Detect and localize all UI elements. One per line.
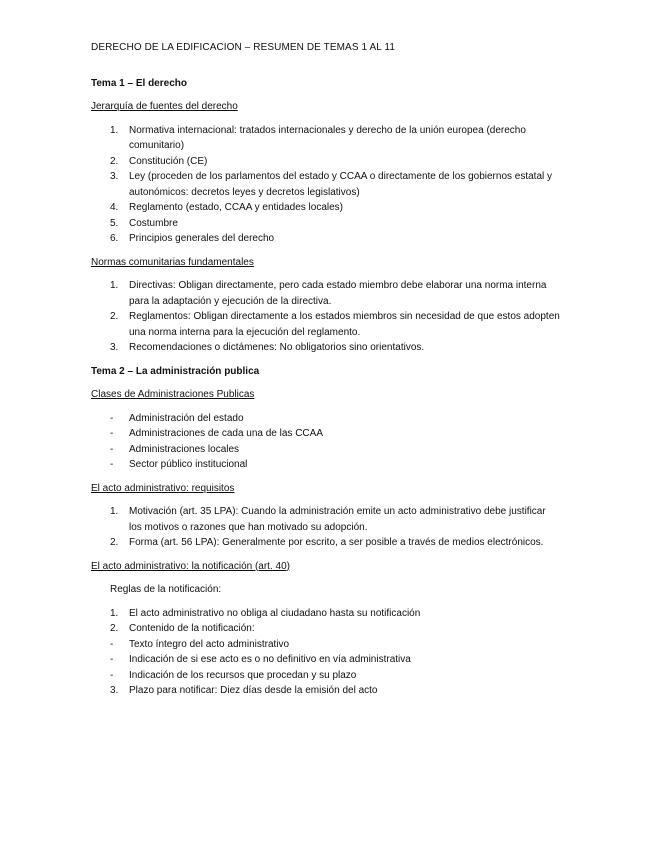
- list-item: [91, 169, 561, 200]
- list-number: 3.: [110, 685, 119, 696]
- list-number: 5.: [110, 217, 119, 229]
- list-item-text: Indicación de los recursos que procedan y su plazo: [129, 669, 357, 681]
- list-item: [91, 652, 561, 668]
- notificacion-list: [91, 606, 561, 699]
- list-dash: -: [110, 443, 114, 455]
- list-item-text: Reglamento (estado, CCAA y entidades locales): [129, 202, 344, 213]
- clases-list: [91, 411, 561, 473]
- list-number: 2.: [110, 537, 119, 548]
- list-dash: -: [110, 428, 114, 439]
- list-number: 3.: [110, 342, 119, 353]
- list-item: [91, 278, 561, 309]
- requisitos-title: El acto administrativo: requisitos: [91, 482, 235, 494]
- clases-title: Clases de Administraciones Publicas: [91, 389, 255, 400]
- document-title: DERECHO DE LA EDIFICACION – RESUMEN DE TEMAS 1 AL 11: [91, 42, 395, 53]
- list-item: [91, 637, 561, 653]
- list-number: 1.: [110, 506, 119, 517]
- jerarquia-title: Jerarquía de fuentes del derecho: [91, 101, 238, 112]
- list-number: 1.: [110, 280, 119, 291]
- list-number: 2.: [110, 311, 119, 322]
- list-item: [91, 411, 561, 427]
- list-number: 1.: [110, 607, 119, 619]
- list-number: 2.: [110, 155, 119, 167]
- list-item: [91, 457, 561, 473]
- list-number: 2.: [110, 623, 119, 634]
- list-dash: -: [110, 459, 114, 470]
- list-item: [91, 154, 561, 170]
- list-item-text: Forma (art. 56 LPA): Generalmente por escrito, a ser posible a través de medios electrónicos.: [129, 537, 544, 548]
- list-item: [91, 606, 561, 622]
- normas-list: [91, 278, 561, 356]
- tema1-heading: Tema 1 – El derecho: [91, 77, 187, 89]
- list-item-text: Normativa internacional: tratados internacionales y derecho de la unión europea (derecho comunitario): [129, 124, 526, 151]
- list-item: [91, 123, 561, 154]
- jerarquia-list: [91, 123, 561, 247]
- list-item: [91, 442, 561, 458]
- list-number: 3.: [110, 171, 119, 182]
- list-number: 4.: [110, 202, 119, 213]
- list-item: [91, 668, 561, 684]
- list-item-text: Ley (proceden de los parlamentos del estado y CCAA o directamente de los gobiernos estatal y autonómicos: decretos leyes y decretos legislativos): [129, 171, 553, 198]
- list-item-text: Contenido de la notificación:: [129, 623, 255, 634]
- list-item-text: Recomendaciones o dictámenes: No obligatorios sino orientativos.: [129, 342, 425, 353]
- list-dash: -: [110, 654, 114, 665]
- list-item: [91, 231, 561, 247]
- list-item-text: Reglamentos: Obligan directamente a los estados miembros sin necesidad de que estos adopten una norma interna para la ejecución del reglamento.: [129, 311, 560, 338]
- requisitos-list: [91, 504, 561, 551]
- list-item: [91, 535, 561, 551]
- list-item: [91, 200, 561, 216]
- list-item-text: Administraciones locales: [129, 443, 240, 455]
- document-page: [91, 40, 561, 707]
- list-item: [91, 683, 561, 699]
- notificacion-intro: Reglas de la notificación:: [110, 584, 222, 595]
- list-item: [91, 216, 561, 232]
- list-item: [91, 504, 561, 535]
- list-item-text: Principios generales del derecho: [129, 233, 275, 244]
- list-item-text: Constitución (CE): [129, 155, 208, 167]
- list-item-text: Costumbre: [129, 217, 178, 229]
- list-item-text: Directivas: Obligan directamente, pero cada estado miembro debe elaborar una norma interna para la adaptación y ejecución de la directiva.: [129, 280, 547, 307]
- list-dash: -: [110, 412, 114, 424]
- list-item: [91, 426, 561, 442]
- list-number: 1.: [110, 124, 119, 136]
- list-number: 6.: [110, 233, 119, 244]
- list-item-text: Indicación de si ese acto es o no definitivo en vía administrativa: [129, 654, 411, 665]
- list-dash: -: [110, 669, 114, 681]
- list-item-text: Sector público institucional: [129, 459, 248, 470]
- tema2-heading: Tema 2 – La administración publica: [91, 365, 260, 377]
- list-item-text: Texto íntegro del acto administrativo: [129, 638, 290, 650]
- list-item: [91, 621, 561, 637]
- list-item: [91, 340, 561, 356]
- list-item-text: El acto administrativo no obliga al ciudadano hasta su notificación: [129, 607, 421, 619]
- list-item-text: Administraciones de cada una de las CCAA: [129, 428, 323, 439]
- notificacion-title: El acto administrativo: la notificación (art. 40): [91, 560, 290, 572]
- list-item-text: Plazo para notificar: Diez días desde la emisión del acto: [129, 685, 378, 696]
- list-item-text: Motivación (art. 35 LPA): Cuando la administración emite un acto administrativo debe justificar los motivos o razones que han motivado su adopción.: [129, 506, 546, 533]
- list-item-text: Administración del estado: [129, 412, 244, 424]
- list-item: [91, 309, 561, 340]
- list-dash: -: [110, 638, 114, 650]
- normas-title: Normas comunitarias fundamentales: [91, 256, 254, 268]
